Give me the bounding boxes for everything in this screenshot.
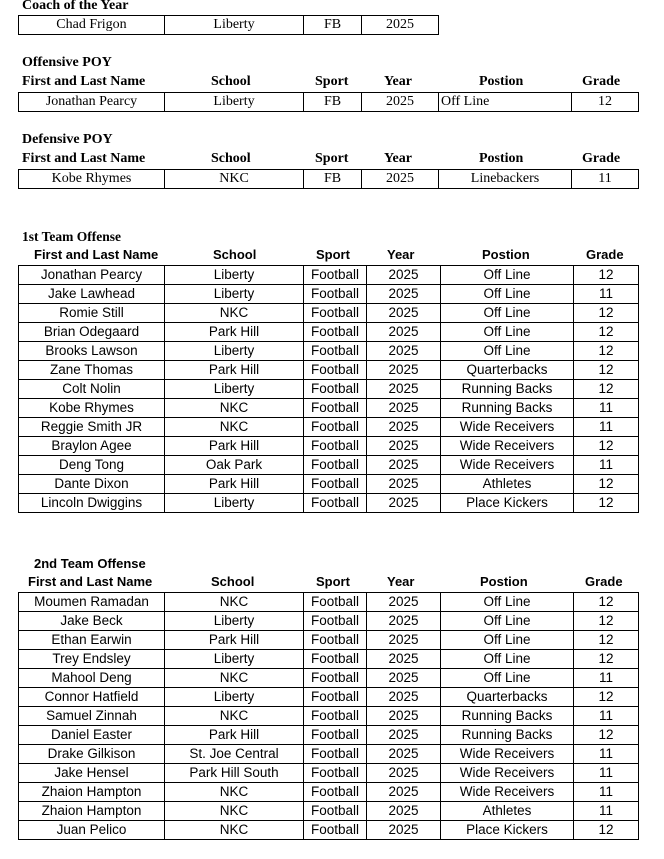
- table-row: [19, 323, 639, 342]
- first-team-offense-title: 1st Team Offense: [22, 229, 121, 244]
- cell-name: Mahool Deng: [19, 669, 165, 688]
- cell-sport: FB: [304, 93, 362, 112]
- cell-sport: Football: [304, 650, 367, 669]
- cell-year: 2025: [367, 342, 441, 361]
- cell-year: 2025: [362, 93, 439, 112]
- cell-grade: 12: [574, 631, 639, 650]
- cell-school: Liberty: [165, 93, 304, 112]
- cell-name: Reggie Smith JR: [19, 418, 165, 437]
- header-position: Postion: [479, 74, 524, 89]
- header-year: Year: [384, 74, 412, 89]
- cell-name: Deng Tong: [19, 456, 165, 475]
- cell-school: NKC: [165, 418, 304, 437]
- cell-year: 2025: [367, 707, 441, 726]
- cell-sport: Football: [304, 821, 367, 840]
- defensive-poy-table: [18, 169, 639, 189]
- coach-of-year-title: Coach of the Year: [22, 0, 129, 13]
- cell-name: Zane Thomas: [19, 361, 165, 380]
- cell-school: Liberty: [165, 16, 304, 35]
- defensive-poy-title: Defensive POY: [22, 132, 113, 147]
- cell-grade: 12: [574, 323, 639, 342]
- cell-grade: 12: [574, 593, 639, 612]
- table-row: [19, 494, 639, 513]
- offensive-poy-table: [18, 92, 639, 112]
- cell-name: Brooks Lawson: [19, 342, 165, 361]
- cell-grade: 12: [574, 304, 639, 323]
- table-row: [19, 745, 639, 764]
- cell-name: Brian Odegaard: [19, 323, 165, 342]
- cell-year: 2025: [367, 456, 441, 475]
- cell-sport: Football: [304, 688, 367, 707]
- cell-sport: Football: [304, 593, 367, 612]
- cell-year: 2025: [367, 323, 441, 342]
- cell-position: Place Kickers: [441, 821, 574, 840]
- cell-grade: 11: [574, 418, 639, 437]
- cell-sport: Football: [304, 745, 367, 764]
- table-row: [19, 16, 439, 35]
- cell-year: 2025: [367, 650, 441, 669]
- cell-position: Quarterbacks: [441, 688, 574, 707]
- table-row: [19, 342, 639, 361]
- table-row: [19, 631, 639, 650]
- cell-sport: Football: [304, 342, 367, 361]
- cell-sport: Football: [304, 361, 367, 380]
- table-row: [19, 669, 639, 688]
- header-name: First and Last Name: [34, 247, 159, 262]
- table-row: [19, 688, 639, 707]
- cell-sport: Football: [304, 285, 367, 304]
- coach-of-year-table: [18, 15, 439, 35]
- cell-sport: Football: [304, 764, 367, 783]
- cell-year: 2025: [367, 418, 441, 437]
- cell-position: Athletes: [441, 802, 574, 821]
- cell-name: Jonathan Pearcy: [19, 93, 165, 112]
- cell-sport: Football: [304, 266, 367, 285]
- cell-school: Liberty: [165, 494, 304, 513]
- second-team-offense-table: [18, 592, 639, 840]
- header-grade: Grade: [585, 574, 623, 589]
- cell-school: Park Hill: [165, 726, 304, 745]
- cell-sport: Football: [304, 418, 367, 437]
- cell-grade: 12: [572, 93, 639, 112]
- cell-position: Off Line: [441, 593, 574, 612]
- table-row: [19, 707, 639, 726]
- second-team-offense-title: 2nd Team Offense: [34, 556, 146, 571]
- cell-position: Wide Receivers: [441, 783, 574, 802]
- cell-position: Quarterbacks: [441, 361, 574, 380]
- cell-name: Jake Beck: [19, 612, 165, 631]
- header-position: Postion: [479, 151, 524, 166]
- cell-sport: Football: [304, 631, 367, 650]
- cell-school: Park Hill: [165, 323, 304, 342]
- cell-year: 2025: [367, 612, 441, 631]
- cell-position: Off Line: [441, 631, 574, 650]
- first-team-offense-table: [18, 265, 639, 513]
- cell-grade: 11: [574, 669, 639, 688]
- cell-position: Off Line: [441, 285, 574, 304]
- header-year: Year: [387, 247, 415, 262]
- defensive-poy-header: [0, 151, 664, 169]
- cell-name: Romie Still: [19, 304, 165, 323]
- cell-year: 2025: [367, 802, 441, 821]
- table-row: [19, 285, 639, 304]
- cell-name: Zhaion Hampton: [19, 802, 165, 821]
- cell-school: NKC: [165, 802, 304, 821]
- header-grade: Grade: [586, 247, 624, 262]
- cell-sport: Football: [304, 304, 367, 323]
- table-row: [19, 764, 639, 783]
- table-row: [19, 783, 639, 802]
- cell-sport: Football: [304, 802, 367, 821]
- cell-name: Kobe Rhymes: [19, 170, 165, 189]
- cell-name: Chad Frigon: [19, 16, 165, 35]
- cell-name: Moumen Ramadan: [19, 593, 165, 612]
- cell-school: Liberty: [165, 612, 304, 631]
- cell-sport: Football: [304, 783, 367, 802]
- cell-school: NKC: [165, 669, 304, 688]
- cell-name: Drake Gilkison: [19, 745, 165, 764]
- header-sport: Sport: [316, 574, 350, 589]
- cell-sport: Football: [304, 437, 367, 456]
- table-row: [19, 456, 639, 475]
- cell-sport: Football: [304, 323, 367, 342]
- cell-position: Wide Receivers: [441, 745, 574, 764]
- table-row: [19, 612, 639, 631]
- table-row: [19, 399, 639, 418]
- cell-grade: 12: [574, 612, 639, 631]
- cell-year: 2025: [367, 361, 441, 380]
- cell-year: 2025: [367, 821, 441, 840]
- cell-position: Off Line: [439, 93, 572, 112]
- cell-school: Liberty: [165, 688, 304, 707]
- cell-sport: Football: [304, 456, 367, 475]
- cell-name: Ethan Earwin: [19, 631, 165, 650]
- cell-grade: 11: [574, 399, 639, 418]
- cell-position: Off Line: [441, 323, 574, 342]
- cell-year: 2025: [367, 745, 441, 764]
- cell-year: 2025: [367, 475, 441, 494]
- cell-year: 2025: [367, 593, 441, 612]
- header-grade: Grade: [582, 151, 621, 166]
- cell-position: Linebackers: [439, 170, 572, 189]
- offensive-poy-title: Offensive POY: [22, 55, 112, 70]
- cell-grade: 12: [574, 266, 639, 285]
- table-row: [19, 266, 639, 285]
- cell-position: Off Line: [441, 304, 574, 323]
- cell-sport: FB: [304, 16, 362, 35]
- cell-position: Off Line: [441, 669, 574, 688]
- cell-name: Juan Pelico: [19, 821, 165, 840]
- table-row: [19, 593, 639, 612]
- cell-sport: Football: [304, 494, 367, 513]
- cell-name: Jake Lawhead: [19, 285, 165, 304]
- cell-school: NKC: [165, 304, 304, 323]
- header-school: School: [211, 574, 255, 589]
- cell-position: Running Backs: [441, 726, 574, 745]
- cell-year: 2025: [367, 285, 441, 304]
- first-team-offense-header: [0, 247, 664, 265]
- cell-school: NKC: [165, 593, 304, 612]
- cell-sport: FB: [304, 170, 362, 189]
- cell-position: Off Line: [441, 266, 574, 285]
- cell-grade: 12: [574, 494, 639, 513]
- cell-year: 2025: [367, 437, 441, 456]
- cell-grade: 11: [574, 285, 639, 304]
- cell-sport: Football: [304, 380, 367, 399]
- cell-name: Dante Dixon: [19, 475, 165, 494]
- cell-name: Kobe Rhymes: [19, 399, 165, 418]
- cell-school: St. Joe Central: [165, 745, 304, 764]
- cell-name: Braylon Agee: [19, 437, 165, 456]
- cell-school: Park Hill: [165, 631, 304, 650]
- second-team-offense-rows: [19, 593, 639, 840]
- table-row: [19, 726, 639, 745]
- cell-grade: 11: [574, 783, 639, 802]
- table-row: [19, 802, 639, 821]
- table-row: [19, 475, 639, 494]
- cell-position: Off Line: [441, 342, 574, 361]
- cell-name: Jake Hensel: [19, 764, 165, 783]
- header-name: First and Last Name: [22, 74, 146, 89]
- cell-school: NKC: [165, 783, 304, 802]
- cell-position: Wide Receivers: [441, 764, 574, 783]
- cell-name: Jonathan Pearcy: [19, 266, 165, 285]
- cell-position: Wide Receivers: [441, 456, 574, 475]
- cell-sport: Football: [304, 612, 367, 631]
- header-name: First and Last Name: [22, 151, 146, 166]
- cell-year: 2025: [362, 16, 439, 35]
- header-year: Year: [384, 151, 412, 166]
- table-row: [19, 304, 639, 323]
- cell-school: Park Hill: [165, 475, 304, 494]
- cell-grade: 12: [574, 821, 639, 840]
- cell-sport: Football: [304, 475, 367, 494]
- cell-position: Off Line: [441, 650, 574, 669]
- header-school: School: [211, 151, 251, 166]
- cell-school: Park Hill: [165, 361, 304, 380]
- table-row: [19, 650, 639, 669]
- cell-grade: 12: [574, 380, 639, 399]
- cell-grade: 12: [574, 650, 639, 669]
- cell-year: 2025: [362, 170, 439, 189]
- cell-year: 2025: [367, 783, 441, 802]
- second-team-offense-header: [0, 574, 664, 592]
- cell-year: 2025: [367, 688, 441, 707]
- cell-name: Connor Hatfield: [19, 688, 165, 707]
- header-sport: Sport: [315, 74, 349, 89]
- cell-grade: 12: [574, 475, 639, 494]
- cell-position: Running Backs: [441, 380, 574, 399]
- cell-year: 2025: [367, 380, 441, 399]
- cell-school: Park Hill South: [165, 764, 304, 783]
- cell-name: Trey Endsley: [19, 650, 165, 669]
- cell-name: Colt Nolin: [19, 380, 165, 399]
- first-team-offense-rows: [19, 266, 639, 513]
- cell-school: Park Hill: [165, 437, 304, 456]
- cell-sport: Football: [304, 707, 367, 726]
- cell-school: Liberty: [165, 650, 304, 669]
- cell-grade: 11: [574, 764, 639, 783]
- cell-grade: 11: [572, 170, 639, 189]
- cell-sport: Football: [304, 399, 367, 418]
- header-position: Postion: [482, 247, 530, 262]
- cell-position: Wide Receivers: [441, 418, 574, 437]
- cell-grade: 12: [574, 437, 639, 456]
- cell-year: 2025: [367, 669, 441, 688]
- cell-school: Liberty: [165, 266, 304, 285]
- cell-school: Liberty: [165, 285, 304, 304]
- header-year: Year: [387, 574, 415, 589]
- cell-year: 2025: [367, 399, 441, 418]
- cell-name: Zhaion Hampton: [19, 783, 165, 802]
- cell-sport: Football: [304, 669, 367, 688]
- cell-year: 2025: [367, 726, 441, 745]
- cell-year: 2025: [367, 494, 441, 513]
- cell-position: Wide Receivers: [441, 437, 574, 456]
- cell-year: 2025: [367, 304, 441, 323]
- offensive-poy-header: [0, 74, 664, 92]
- cell-school: NKC: [165, 170, 304, 189]
- cell-position: Running Backs: [441, 399, 574, 418]
- table-row: [19, 437, 639, 456]
- cell-school: NKC: [165, 399, 304, 418]
- cell-position: Place Kickers: [441, 494, 574, 513]
- header-grade: Grade: [582, 74, 621, 89]
- cell-name: Samuel Zinnah: [19, 707, 165, 726]
- cell-school: Liberty: [165, 380, 304, 399]
- table-row: [19, 380, 639, 399]
- cell-grade: 11: [574, 802, 639, 821]
- header-school: School: [211, 74, 251, 89]
- cell-year: 2025: [367, 631, 441, 650]
- cell-name: Daniel Easter: [19, 726, 165, 745]
- cell-grade: 11: [574, 707, 639, 726]
- header-school: School: [213, 247, 257, 262]
- header-position: Postion: [480, 574, 528, 589]
- cell-grade: 11: [574, 456, 639, 475]
- cell-position: Off Line: [441, 612, 574, 631]
- table-row: [19, 361, 639, 380]
- cell-year: 2025: [367, 764, 441, 783]
- table-row: [19, 821, 639, 840]
- cell-school: NKC: [165, 707, 304, 726]
- cell-year: 2025: [367, 266, 441, 285]
- cell-school: Liberty: [165, 342, 304, 361]
- cell-school: NKC: [165, 821, 304, 840]
- header-name: First and Last Name: [28, 574, 153, 589]
- cell-school: Oak Park: [165, 456, 304, 475]
- cell-grade: 12: [574, 342, 639, 361]
- table-row: [19, 418, 639, 437]
- cell-name: Lincoln Dwiggins: [19, 494, 165, 513]
- header-sport: Sport: [315, 151, 349, 166]
- cell-grade: 12: [574, 361, 639, 380]
- cell-position: Athletes: [441, 475, 574, 494]
- cell-position: Running Backs: [441, 707, 574, 726]
- table-row: [19, 93, 639, 112]
- cell-grade: 12: [574, 726, 639, 745]
- table-row: [19, 170, 639, 189]
- cell-sport: Football: [304, 726, 367, 745]
- cell-grade: 12: [574, 688, 639, 707]
- cell-grade: 11: [574, 745, 639, 764]
- header-sport: Sport: [316, 247, 350, 262]
